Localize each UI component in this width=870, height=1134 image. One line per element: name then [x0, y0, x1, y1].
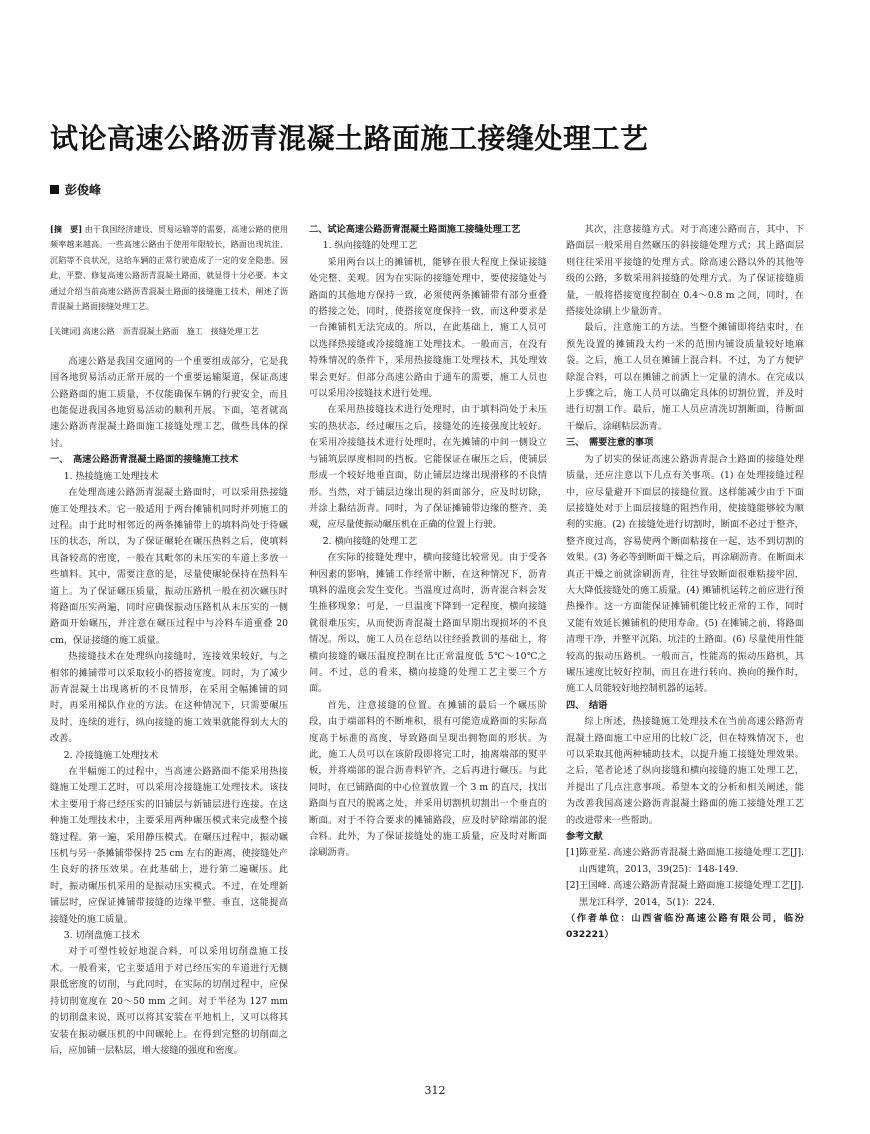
section-heading-1: 一、 高速公路沥青混凝土路面的接缝施工技术 [50, 454, 239, 466]
square-bullet-icon [50, 185, 59, 194]
page-number: 312 [424, 1084, 446, 1097]
keywords [50, 324, 288, 339]
reference-item: [2]王国峰. 高速公路沥青混凝土路面施工接缝处理工艺[J]. 黑龙江科学，2014，5(1)：224. [566, 880, 804, 908]
column-right [566, 222, 804, 944]
abstract-label: [摘 要] [50, 224, 83, 234]
column-left [50, 222, 288, 1059]
reference-item: [1]陈亚星. 高速公路沥青混凝土路面施工接缝处理工艺[J]. 山西建筑，2013，39(25)：148-149. [566, 847, 804, 875]
intro-paragraph: 高速公路是我国交通网的一个重要组成部分，它是我国各地贸易活动正常开展的一个重要运输渠道，保证高速公路路面的施工质量，不仅能确保车辆的行驶安全，而且也能促进我国各地贸易活动的顺利开展。下面，笔者就高速公路沥青混凝土路面施工接缝处理工艺，做些具体的探讨。 [50, 355, 288, 449]
author-affiliation: （作者单位：山西省临汾高速公路有限公司，临汾 032221） [566, 913, 804, 941]
paragraph: 在实际的接缝处理中，横向接缝比较常见。由于受各种因素的影响，摊铺工作经常中断，在这种情况下，沥青填料的温度会发生变化。当温度过高时，沥青混合料会发生推移现象；可是，一旦温度下降到一定程度，横向接缝就很难压实，从而使沥青混凝土路面早期出现损坏的不良情况。所以，施工人员在总结以往经验教训的基础上，将横向接缝的碾压温度控制在比正常温度低 5℃～10℃之间。不过，总的看来，横向接缝的处理工艺主要三个方面。 [309, 552, 547, 695]
section-heading-4: 四、 结语 [566, 699, 608, 711]
keywords-text: 高速公路 沥青混凝土路面 施工 接缝处理工艺 [82, 327, 259, 337]
author-line [50, 181, 101, 198]
paragraph: 在采用热接缝技术进行处理时，由于填料尚处于未压实的热状态，经过碾压之后，接缝处的连接强度比较好。在采用冷接缝技术进行处理时，在先摊铺的中间一侧设立与铺筑层厚度相同的挡板。它能保证在碾压之后，使铺层形成一个较好地垂直面，防止铺层边缘出现滑移的不良情形。当然，对于铺层边缘出现的斜面部分，应及时切除，并涂上黏结沥青。同时，为了保证摊铺带边缘的整齐、美观，应尽量使振动碾压机在正确的位置上行驶。 [309, 404, 547, 531]
paragraph: 首先，注意接缝的位置。在摊铺的最后一个碾压阶段，由于端部料的不断堆积，很有可能造成路面的实际高度高于标准的高度，导致路面呈现出拥物面的形状。为此，施工人员可以在该阶段即将完工时，抽离端部的熨平板，并将端部的混合沥青料铲齐，之后再进行碾压。与此同时，在已铺路面的中心位置放置一个 3 m 的直尺，找出路面与直尺的脱离之处，并采用切割机切割出一个垂直的断面。对于不符合要求的摊铺路段，应及时铲除端部的混合料。此外，为了保证接缝处的施工质量，应及时对断面涂刷沥青。 [309, 699, 547, 859]
paragraph: 在半幅施工的过程中，当高速公路路面不能采用热接缝施工处理工艺时，可以采用冷接缝施工处理技术。该技术主要用于将已经压实的旧铺层与新铺层进行连接。在这种施工处理技术中，主要采用两种碾压模式来完成整个接缝过程。第一遍，采用静压模式。在碾压过程中，振动碾压机与另一条摊铺带保持 25 cm 左右的距离，使接缝处产生良好的挤压效果。在此基础上，进行第二遍碾压。此时，振动碾压机采用的是振动压实模式。不过，在处理新铺层时，应保证摊铺带接缝的边缘平整、垂直，这能提高接缝处的施工质量。 [50, 766, 288, 925]
paragraph: 综上所述，热接缝施工处理技术在当前高速公路沥青混凝土路面施工中应用的比较广泛，但在特殊情况下，也可以采取其他两种辅助技术，以提升施工接缝处理效果。之后，笔者论述了纵向接缝和横向接缝的施工处理工艺，并提出了几点注意事项。希望本文的分析和相关阐述，能为改善我国高速公路沥青混凝土路面的施工接缝处理工艺的改进带来一些帮助。 [566, 716, 804, 826]
paragraph: 采用两台以上的摊铺机，能够在很大程度上保证接缝处完整、美观。因为在实际的接缝处理中，要使接缝处与路面的其他地方保持一致，必须使两条摊铺带有部分重叠的搭接之处，同时，使搭接宽度保持一致，而这种要求是一台摊铺机无法完成的。所以，在此基础上，施工人员可以选择热接缝或冷接缝施工处理技术。一般而言，在没有特殊情况的条件下，采用热接缝施工处理技术，其处理效果会更好。但部分高速公路由于通车的需要，施工人员也可以采用冷接缝技术进行处理。 [309, 256, 547, 400]
paragraph: 其次，注意接缝方式。对于高速公路而言，其中、下路面层一般采用自然碾压的斜接缝处理方式；其上路面层则往往采用平接缝的处理方式。除高速公路以外的其他等级的公路，多数采用斜接缝的处理方式。为了保证接缝质量，一般将搭接宽度控制在 0.4～0.8 m 之间，同时，在搭接处涂刷上少量沥青。 [566, 224, 804, 318]
author-name: 彭俊峰 [65, 183, 102, 197]
column-middle [309, 222, 547, 862]
subsection-heading-1-2: 2. 冷接缝施工处理技术 [63, 749, 159, 761]
section-heading-3: 三、 需要注意的事项 [566, 437, 654, 449]
paragraph: 对于可塑性较好地混合料，可以采用切削盘施工技术。一般看来，它主要适用于对已经压实的车道进行无侧限低密度的切削，与此同时，在实际的切削过程中，应保持切削宽度在 20～50 mm 之间。对于半径为 127 mm 的切削盘来说，既可以将其安装在平地机上，又可以将其安装在振动碾压机的中间碾轮上。在得到完整的切削面之后，应加铺一层粘层，增大接缝的强度和密度。 [50, 946, 288, 1056]
subsection-heading-2-2: 2. 横向接缝的处理工艺 [322, 535, 418, 547]
abstract [50, 222, 288, 314]
paragraph: 最后，注意施工的方法。当整个摊铺即将结束时，在预先设置的摊铺段大约一米的范围内铺设质量较好地麻袋。之后，施工人员在摊铺上混合料。不过，为了方便铲除混合料，可以在摊铺之前洒上一定量的清水。在完成以上步骤之后，施工人员可以确定具体的切割位置，并及时进行切割工作。最后，施工人员应清洗切割断面，待断面干燥后，涂刷粘层沥青。 [566, 322, 804, 432]
section-heading-2: 二、试论高速公路沥青混凝土路面施工接缝处理工艺 [309, 224, 521, 235]
subsection-heading-2-1: 1. 纵向接缝的处理工艺 [322, 240, 418, 252]
references-heading: 参考文献 [566, 831, 603, 843]
subsection-heading-1-1: 1. 热接缝施工处理技术 [63, 470, 159, 482]
paragraph: 热接缝技术在处理纵向接缝时，连接效果较好，与之相邻的摊铺带可以采取较小的搭接宽度。同时，为了减少沥青混凝土出现离析的不良情形，在采用全幅摊铺的同时，再采用梯队作业的方法。在这种情况下，只需要碾压及时、连续的进行，纵向接缝的施工效果就能得到大大的改善。 [50, 651, 288, 745]
article-title: 试论高速公路沥青混凝土路面施工接缝处理工艺 [50, 122, 649, 155]
paragraph: 为了切实的保证高速公路沥青混合土路面的接缝处理质量，还应注意以下几点有关事项。(1) 在处理接缝过程中，应尽量避开下面层的接缝位置。这样能减少由于下面层接缝处对于上面层接缝的阻挡作用，使接缝能够较为顺利的实施。(2) 在接缝处进行切割时，断面不必过于整齐，整齐度过高，容易使两个断面粘接在一起，达不到切割的效果。(3) 务必等到断面干燥之后，再涂刷沥青。在断面未真正干燥之前就涂刷沥青，往往导致断面很难粘接牢固，大大降低接缝处的施工质量。(4) 摊铺机运转之前应进行预热操作。这一方面能保证摊铺机能比较正常的工作，同时又能有效延长摊铺机的使用寿命。(5) 在摊铺之前，将路面清理干净，并整平沉陷、坑洼的土路面。(6) 尽量使用性能较高的振动压路机。一般而言，性能高的振动压路机，其碾压速度比较好控制，而且在进行转向、换向的操作时，施工人员能较好地控制机器的运转。 [566, 453, 804, 695]
subsection-heading-1-3: 3. 切削盘施工技术 [63, 930, 140, 942]
paragraph: 在处理高速公路沥青混凝土路面时，可以采用热接缝施工处理技术。它一般适用于两台摊铺机同时并列施工的过程。由于此时相邻近的两条摊铺带上的填料尚处于待碾压的状态，所以，为了保证碾轮在碾压热料之后，使填料具备较高的密度，一般在其毗邻的未压实的车道上多放一些填料。其中，需要注意的是，尽量使碾轮保持在热料车道上。为了保证碾压质量，振动压路机一般在初次碾压时将路面压实两遍，同时应确保振动压路机从未压实的一侧路面开始碾压，并注意在碾压过程中与冷料车道重叠 20 cm，保证接缝的施工质量。 [50, 487, 288, 646]
keywords-label: [关键词] [50, 327, 81, 337]
abstract-text: 由于我国经济建设、贸易运输等的需要，高速公路的使用频率越来越高。一些高速公路由于使用年限较长，路面出现坑洼、沉陷等不良状况，这给车辆的正常行驶造成了一定的安全隐患。因此，平整、修复高速公路沥青混凝土路面，就显得十分必要。本文通过介绍当前高速公路沥青混凝土路面的接缝施工技术，阐述了沥青混凝土路面接缝处理工艺。 [50, 225, 289, 312]
